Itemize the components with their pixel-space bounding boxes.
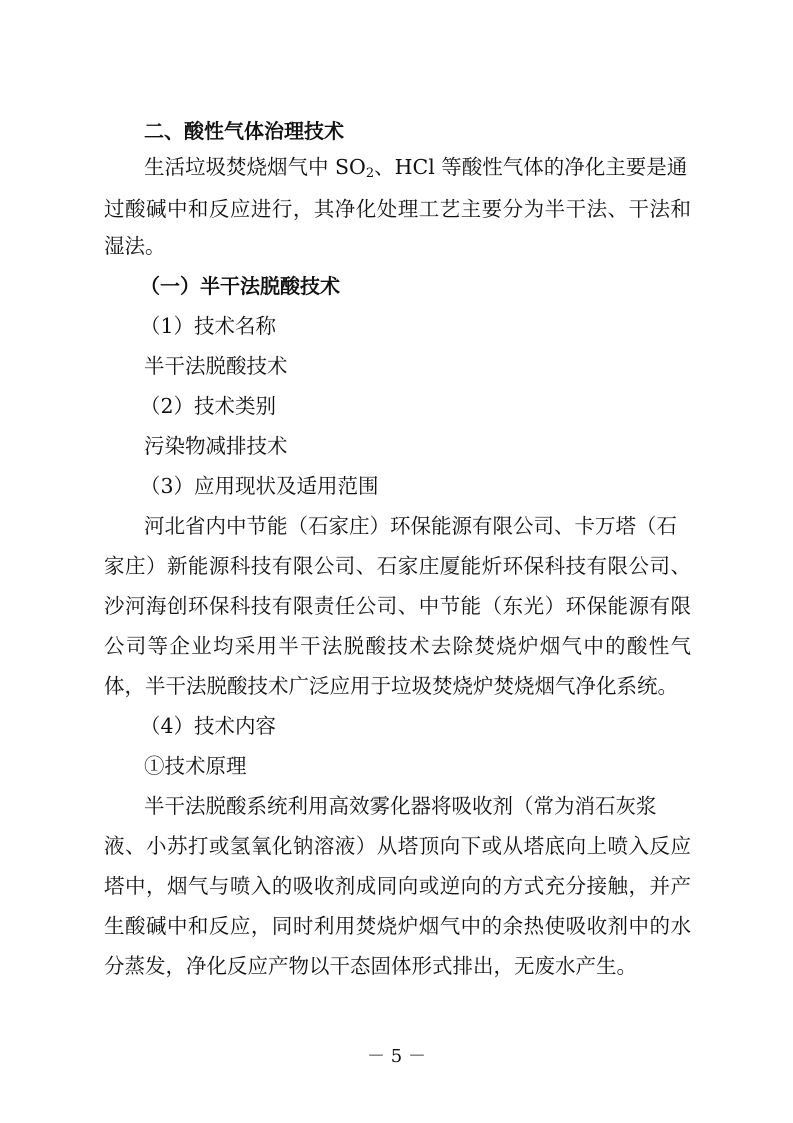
principle-line: 分蒸发，净化反应产物以干态固体形式排出，无废水产生。: [104, 954, 637, 978]
item-category-label: （2）技术类别: [140, 394, 277, 418]
item-content-label: （4）技术内容: [140, 714, 277, 738]
principle-label: ①技术原理: [144, 754, 247, 778]
item-status-label: （3）应用现状及适用范围: [140, 474, 379, 498]
principle-line: 液、小苏打或氢氧化钠溶液）从塔顶向下或从塔底向上喷入反应: [104, 834, 691, 858]
principle-line: 塔中，烟气与喷入的吸收剂成同向或逆向的方式充分接触，并产: [104, 874, 691, 898]
subsection-heading: （一）半干法脱酸技术: [140, 274, 340, 298]
item-name-value: 半干法脱酸技术: [144, 354, 288, 378]
item-name-label: （1）技术名称: [140, 314, 277, 338]
principle-line: 生酸碱中和反应，同时利用焚烧炉烟气中的余热使吸收剂中的水: [104, 914, 691, 938]
item-category-value: 污染物减排技术: [144, 434, 288, 458]
page-number: － 5 －: [367, 1046, 426, 1067]
intro-line-1-text-b: 、HCl 等酸性气体的净化主要是通: [374, 155, 688, 179]
intro-line-3: 湿法。: [104, 234, 166, 258]
intro-line-1: [0, 153, 793, 181]
section-heading: 二、酸性气体治理技术: [144, 119, 344, 143]
status-line: 家庄）新能源科技有限公司、石家庄厦能炘环保科技有限公司、: [104, 554, 691, 578]
status-line: 河北省内中节能（石家庄）环保能源有限公司、卡万塔（石: [144, 514, 677, 538]
status-line: 沙河海创环保科技有限责任公司、中节能（东光）环保能源有限: [104, 594, 691, 618]
intro-line-2: 过酸碱中和反应进行，其净化处理工艺主要分为半干法、干法和: [104, 197, 691, 221]
intro-line-1-text-a: 生活垃圾焚烧烟气中 SO: [144, 155, 366, 179]
principle-line: 半干法脱酸系统利用高效雾化器将吸收剂（常为消石灰浆: [144, 794, 657, 818]
status-line: 体，半干法脱酸技术广泛应用于垃圾焚烧炉焚烧烟气净化系统。: [104, 674, 678, 698]
intro-line-1-subscript: 2: [365, 166, 375, 181]
status-line: 公司等企业均采用半干法脱酸技术去除焚烧炉烟气中的酸性气: [104, 634, 691, 658]
